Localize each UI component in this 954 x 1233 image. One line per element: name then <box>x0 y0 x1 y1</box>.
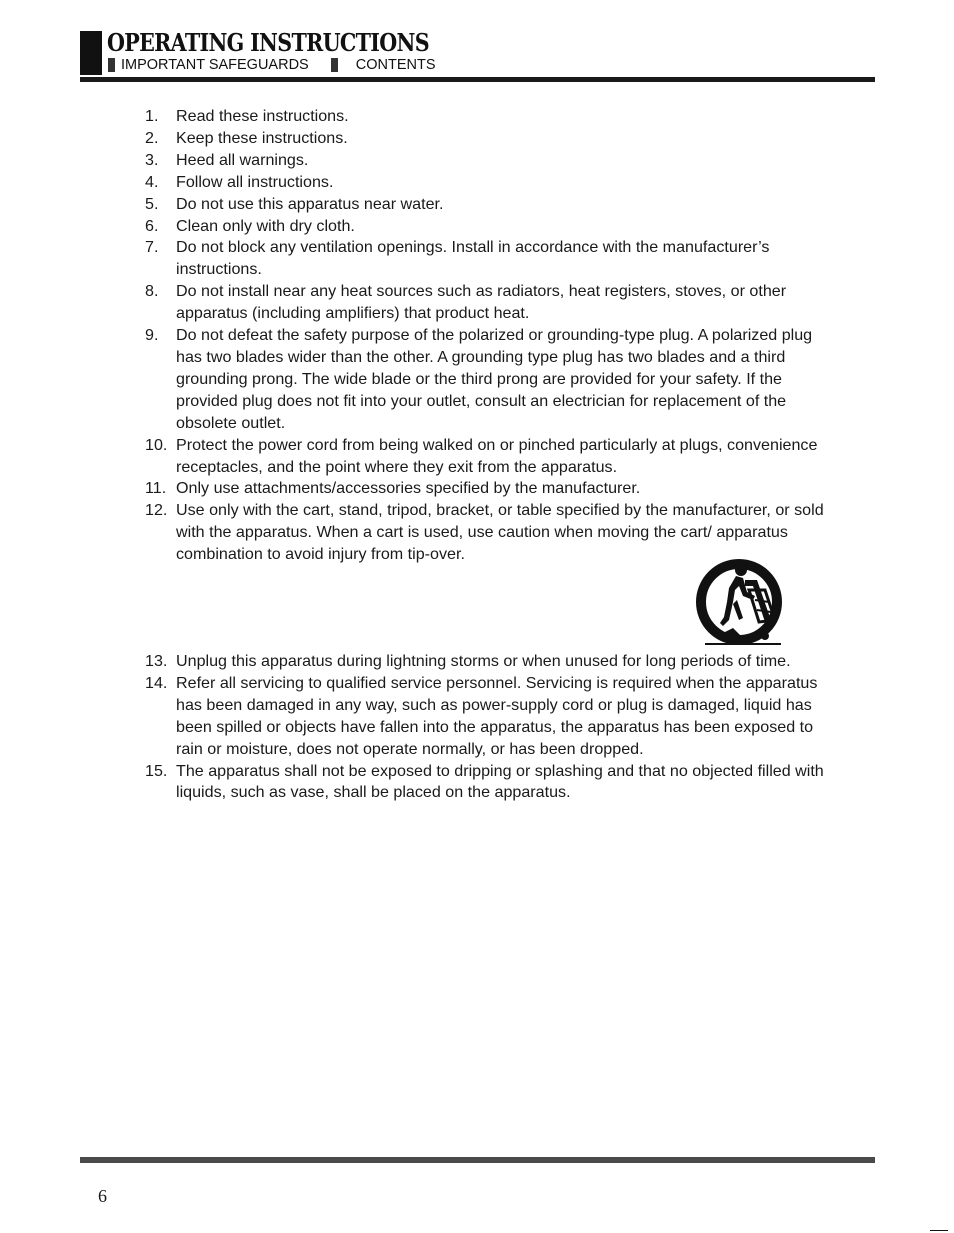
item-number: 12. <box>145 501 168 520</box>
item-number: 1. <box>145 107 159 125</box>
item-text: Use only with the cart, stand, tripod, bracket, or table specified by the manufacturer, or sold with the apparatus. When a cart is used, use caution when moving the cart/ apparatus combination to avoid injury from tip-over. <box>176 501 824 564</box>
item-text: Clean only with dry cloth. <box>176 216 355 235</box>
item-text: Heed all warnings. <box>176 150 309 169</box>
nav-marker-icon <box>108 58 115 72</box>
item-number: 15. <box>145 761 168 780</box>
nav-label: IMPORTANT SAFEGUARDS <box>121 57 309 73</box>
list-item <box>0 673 836 761</box>
header-rule <box>80 77 875 82</box>
item-text: Follow all instructions. <box>176 172 334 191</box>
corner-mark <box>930 1230 948 1231</box>
item-text: Do not block any ventilation openings. Install in accordance with the manufacturer’s instructions. <box>176 238 770 279</box>
item-text: Only use attachments/accessories specified by the manufacturer. <box>176 479 641 498</box>
page-title: OPERATING INSTRUCTIONS <box>107 28 429 57</box>
item-number: 14. <box>145 673 168 692</box>
item-text: Read these instructions. <box>176 107 349 125</box>
list-item <box>0 651 836 673</box>
item-text: The apparatus shall not be exposed to dripping or splashing and that no objected filled with liquids, such as vase, shall be placed on the apparatus. <box>176 761 824 802</box>
list-item <box>0 281 836 325</box>
header-black-block <box>80 31 102 75</box>
item-text: Unplug this apparatus during lightning storms or when unused for long periods of time. <box>176 652 791 670</box>
list-item <box>0 216 836 238</box>
instructions-list <box>0 106 836 566</box>
list-item <box>0 325 836 435</box>
page-number: 6 <box>98 1186 107 1206</box>
item-number: 4. <box>145 172 159 191</box>
list-item <box>0 106 836 128</box>
nav-label: CONTENTS <box>355 57 436 73</box>
item-number: 9. <box>145 326 159 345</box>
nav-important-safeguards[interactable] <box>108 57 309 73</box>
item-text: Protect the power cord from being walked on or pinched particularly at plugs, convenience receptacles, and the point where they exit from the apparatus. <box>176 435 818 476</box>
footer-rule <box>80 1157 875 1163</box>
item-text: Do not defeat the safety purpose of the polarized or grounding-type plug. A polarized plug has two blades wider than the other. A grounding type plug has two blades and a third grounding prong. The wide blade or the third prong are provided for your safety. If the provided plug does not fit into your outlet, consult an electrician for replacement of the obsolete outlet. <box>176 326 813 432</box>
instructions-list-continued <box>0 651 836 804</box>
list-item <box>0 128 836 150</box>
list-item <box>0 194 836 216</box>
item-text: Do not use this apparatus near water. <box>176 194 444 213</box>
list-item <box>0 172 836 194</box>
nav-marker-icon <box>331 58 338 72</box>
item-number: 10. <box>145 435 168 454</box>
header-nav <box>108 57 435 73</box>
item-number: 11. <box>145 479 167 498</box>
list-item <box>0 478 836 500</box>
cart-tip-over-warning-icon <box>693 556 785 648</box>
list-item <box>0 435 836 479</box>
item-number: 6. <box>145 216 159 235</box>
item-number: 7. <box>145 238 159 257</box>
item-text: Refer all servicing to qualified service personnel. Servicing is required when the apparatus has been damaged in any way, such as power-supply cord or plug is damaged, liquid has been spilled or objects have fallen into the apparatus, the apparatus has been exposed to rain or moisture, does not operate normally, or has been dropped. <box>176 673 818 758</box>
item-text: Keep these instructions. <box>176 128 348 147</box>
item-number: 3. <box>145 150 159 169</box>
list-item <box>0 761 836 805</box>
list-item <box>0 237 836 281</box>
item-number: 2. <box>145 128 159 147</box>
item-number: 5. <box>145 194 159 213</box>
item-number: 13. <box>145 652 168 670</box>
item-number: 8. <box>145 282 159 301</box>
item-text: Do not install near any heat sources such as radiators, heat registers, stoves, or other apparatus (including amplifiers) that product heat. <box>176 282 787 323</box>
list-item <box>0 150 836 172</box>
nav-contents[interactable] <box>331 57 436 73</box>
